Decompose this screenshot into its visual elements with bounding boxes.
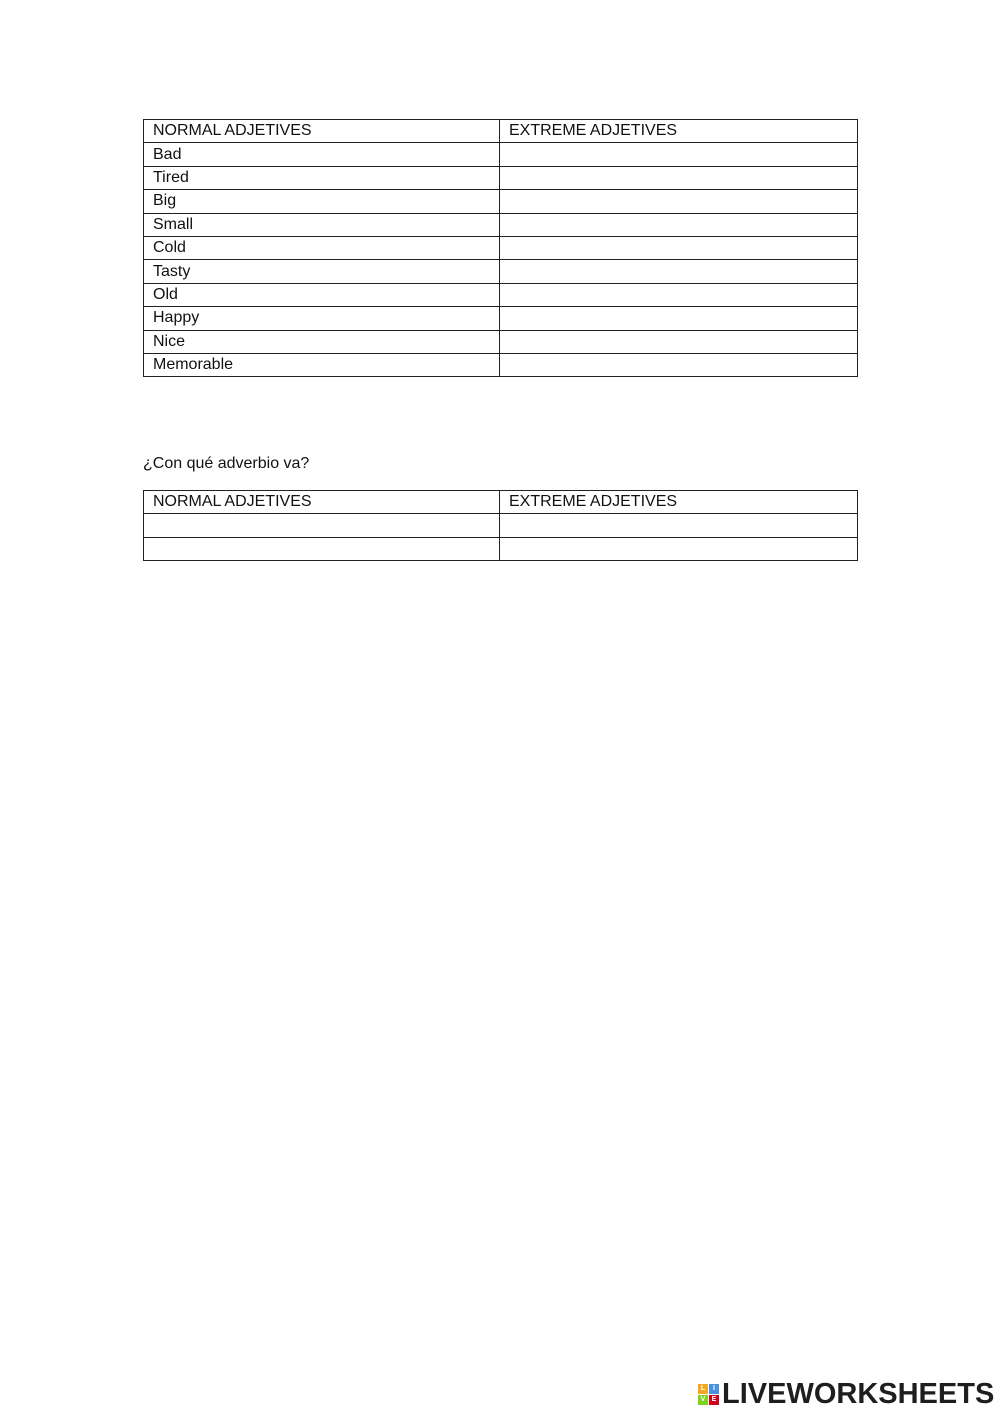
extreme-adjective-answer-cell[interactable]	[500, 236, 858, 259]
adverb-question: ¿Con qué adverbio va?	[143, 455, 310, 472]
normal-adjective-cell: Memorable	[144, 353, 500, 376]
normal-adjective-answer-cell[interactable]	[144, 537, 500, 560]
extreme-adjective-answer-cell[interactable]	[500, 330, 858, 353]
extreme-adjective-answer-cell[interactable]	[500, 260, 858, 283]
normal-adjective-cell: Small	[144, 213, 500, 236]
table-header-row	[144, 491, 858, 514]
normal-adjective-cell: Bad	[144, 143, 500, 166]
table-row	[144, 190, 858, 213]
table-row	[144, 330, 858, 353]
normal-adjective-cell: Big	[144, 190, 500, 213]
table-row	[144, 213, 858, 236]
table-row	[144, 236, 858, 259]
header-extreme-adjetives: EXTREME ADJETIVES	[500, 491, 858, 514]
extreme-adjective-answer-cell[interactable]	[500, 213, 858, 236]
normal-adjective-cell: Old	[144, 283, 500, 306]
adjectives-table	[143, 119, 858, 377]
table-row	[144, 537, 858, 560]
table-row	[144, 283, 858, 306]
logo-mark-tile: V	[698, 1395, 708, 1405]
extreme-adjective-answer-cell[interactable]	[500, 166, 858, 189]
table-row	[144, 166, 858, 189]
logo-mark-tile: L	[698, 1384, 708, 1394]
table-header-row	[144, 120, 858, 143]
table-row	[144, 143, 858, 166]
liveworksheets-logo	[698, 1379, 994, 1409]
table-row	[144, 514, 858, 537]
adverb-table	[143, 490, 858, 561]
header-normal-adjetives: NORMAL ADJETIVES	[144, 120, 500, 143]
extreme-adjective-answer-cell[interactable]	[500, 143, 858, 166]
normal-adjective-cell: Tired	[144, 166, 500, 189]
header-normal-adjetives: NORMAL ADJETIVES	[144, 491, 500, 514]
extreme-adjective-answer-cell[interactable]	[500, 537, 858, 560]
normal-adjective-cell: Nice	[144, 330, 500, 353]
extreme-adjective-answer-cell[interactable]	[500, 514, 858, 537]
extreme-adjective-answer-cell[interactable]	[500, 353, 858, 376]
extreme-adjective-answer-cell[interactable]	[500, 283, 858, 306]
normal-adjective-answer-cell[interactable]	[144, 514, 500, 537]
normal-adjective-cell: Happy	[144, 307, 500, 330]
table-row	[144, 307, 858, 330]
logo-mark-tile: E	[709, 1395, 719, 1405]
logo-mark-tile: I	[709, 1384, 719, 1394]
table-row	[144, 260, 858, 283]
normal-adjective-cell: Tasty	[144, 260, 500, 283]
table-row	[144, 353, 858, 376]
extreme-adjective-answer-cell[interactable]	[500, 190, 858, 213]
normal-adjective-cell: Cold	[144, 236, 500, 259]
logo-text: LIVEWORKSHEETS	[722, 1377, 995, 1410]
extreme-adjective-answer-cell[interactable]	[500, 307, 858, 330]
header-extreme-adjetives: EXTREME ADJETIVES	[500, 120, 858, 143]
logo-mark-icon	[698, 1384, 719, 1405]
